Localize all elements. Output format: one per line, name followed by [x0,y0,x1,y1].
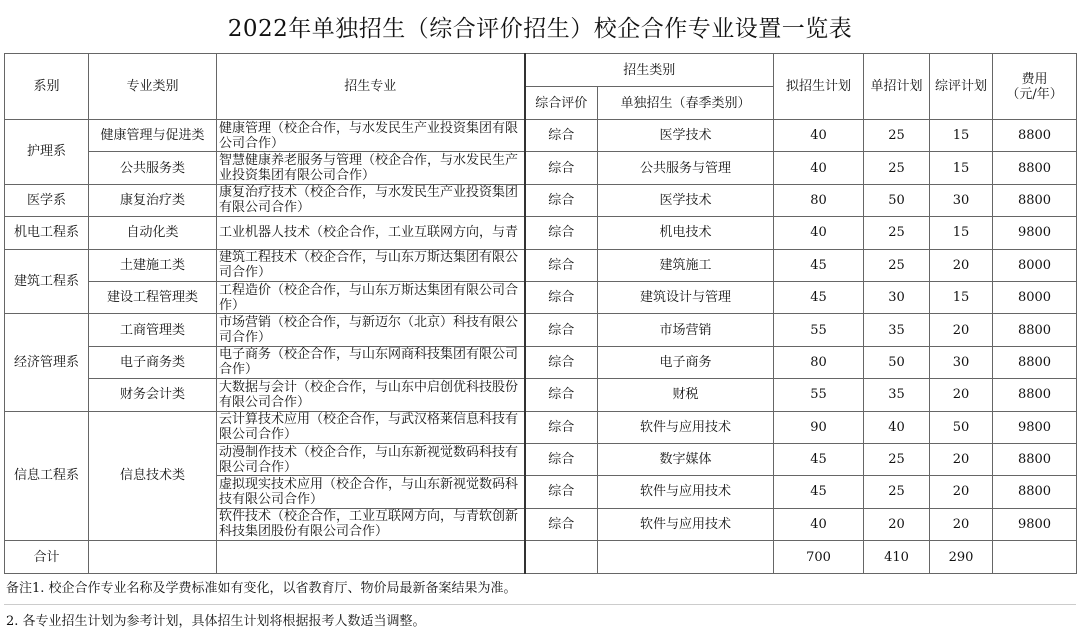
comprehensive-cell: 综合 [525,346,598,378]
header-plan: 拟招生计划 [774,54,864,120]
header-comprehensive: 综合评价 [525,87,598,120]
fee-cell: 8800 [993,184,1077,216]
major-cell: 软件技术（校企合作，工业互联网方向，与青软创新科技集团股份有限公司合作） [217,508,525,540]
total-single-plan: 410 [864,541,930,574]
single-type-cell: 建筑设计与管理 [598,281,774,313]
comprehensive-cell: 综合 [525,379,598,411]
category-cell: 自动化类 [89,217,217,249]
single-plan-cell: 30 [864,281,930,313]
comp-plan-cell: 20 [930,443,993,475]
category-cell: 健康管理与促进类 [89,120,217,152]
dept-cell: 信息工程系 [5,411,89,541]
total-empty-category [89,541,217,574]
comp-plan-cell: 15 [930,281,993,313]
table-row [5,120,1077,152]
single-plan-cell: 25 [864,476,930,508]
single-type-cell: 市场营销 [598,314,774,346]
title-row [4,0,1076,54]
comprehensive-cell: 综合 [525,217,598,249]
table-row [5,217,1077,249]
plan-cell: 40 [774,217,864,249]
comprehensive-cell: 综合 [525,281,598,313]
plan-cell: 45 [774,476,864,508]
category-cell: 建设工程管理类 [89,281,217,313]
header-enroll-type: 招生类别 [525,54,774,87]
note-2: 2. 各专业招生计划为参考计划，具体招生计划将根据报考人数适当调整。 [6,614,426,629]
major-cell: 电子商务（校企合作，与山东网商科技集团有限公司合作） [217,346,525,378]
single-type-cell: 软件与应用技术 [598,476,774,508]
category-cell: 康复治疗类 [89,184,217,216]
total-empty-single [598,541,774,574]
single-type-cell: 软件与应用技术 [598,508,774,540]
comprehensive-cell: 综合 [525,476,598,508]
table-row [5,379,1077,411]
single-plan-cell: 35 [864,314,930,346]
total-comp-plan: 290 [930,541,993,574]
major-cell: 工业机器人技术（校企合作，工业互联网方向，与青 [217,217,525,249]
dept-cell: 经济管理系 [5,314,89,411]
plan-cell: 80 [774,346,864,378]
page-title: 2022年单独招生（综合评价招生）校企合作专业设置一览表 [227,16,853,42]
single-type-cell: 机电技术 [598,217,774,249]
comp-plan-cell: 15 [930,152,993,184]
plan-cell: 40 [774,152,864,184]
comp-plan-cell: 20 [930,379,993,411]
single-plan-cell: 25 [864,152,930,184]
comp-plan-cell: 15 [930,217,993,249]
major-cell: 健康管理（校企合作，与水发民生产业投资集团有限公司合作） [217,120,525,152]
total-plan: 700 [774,541,864,574]
comprehensive-cell: 综合 [525,249,598,281]
single-type-cell: 建筑施工 [598,249,774,281]
dept-cell: 建筑工程系 [5,249,89,314]
single-plan-cell: 40 [864,411,930,443]
table-row [5,184,1077,216]
plan-cell: 80 [774,184,864,216]
fee-cell: 8800 [993,346,1077,378]
single-type-cell: 数字媒体 [598,443,774,475]
single-plan-cell: 25 [864,217,930,249]
comprehensive-cell: 综合 [525,411,598,443]
comprehensive-cell: 综合 [525,120,598,152]
comp-plan-cell: 15 [930,120,993,152]
major-cell: 动漫制作技术（校企合作，与山东新视觉数码科技有限公司合作） [217,443,525,475]
table-row [5,152,1077,184]
single-type-cell: 医学技术 [598,120,774,152]
fee-cell: 8800 [993,476,1077,508]
plan-cell: 90 [774,411,864,443]
comp-plan-cell: 30 [930,346,993,378]
single-type-cell: 公共服务与管理 [598,152,774,184]
plan-cell: 45 [774,281,864,313]
header-fee: 费用 （元/年） [993,54,1077,120]
major-cell: 虚拟现实技术应用（校企合作，与山东新视觉数码科技有限公司合作） [217,476,525,508]
single-plan-cell: 50 [864,184,930,216]
plan-cell: 45 [774,249,864,281]
header-single: 单独招生（春季类别） [598,87,774,120]
dept-cell: 机电工程系 [5,217,89,249]
single-plan-cell: 50 [864,346,930,378]
total-empty-fee [993,541,1077,574]
fee-cell: 9800 [993,217,1077,249]
total-label: 合计 [5,541,89,574]
single-type-cell: 医学技术 [598,184,774,216]
dept-cell: 护理系 [5,120,89,185]
comprehensive-cell: 综合 [525,184,598,216]
header-comp-plan: 综评计划 [930,54,993,120]
comp-plan-cell: 30 [930,184,993,216]
comprehensive-cell: 综合 [525,314,598,346]
table-row [5,411,1077,443]
major-cell: 智慧健康养老服务与管理（校企合作，与水发民生产业投资集团有限公司合作） [217,152,525,184]
single-plan-cell: 20 [864,508,930,540]
fee-cell: 8800 [993,379,1077,411]
table-body [5,54,1077,574]
comp-plan-cell: 20 [930,249,993,281]
fee-cell: 8800 [993,120,1077,152]
comp-plan-cell: 20 [930,476,993,508]
total-empty-comp [525,541,598,574]
fee-cell: 8800 [993,152,1077,184]
category-cell: 信息技术类 [89,411,217,541]
table-row [5,249,1077,281]
comp-plan-cell: 20 [930,508,993,540]
plan-cell: 40 [774,508,864,540]
table-row [5,281,1077,313]
comprehensive-cell: 综合 [525,508,598,540]
major-cell: 康复治疗技术（校企合作，与水发民生产业投资集团有限公司合作） [217,184,525,216]
single-plan-cell: 25 [864,443,930,475]
header-single-plan: 单招计划 [864,54,930,120]
comprehensive-cell: 综合 [525,443,598,475]
single-type-cell: 电子商务 [598,346,774,378]
note-1: 备注1. 校企合作专业名称及学费标准如有变化，以省教育厅、物价局最新备案结果为准。 [4,574,1076,605]
major-cell: 云计算技术应用（校企合作，与武汉格莱信息科技有限公司合作） [217,411,525,443]
single-plan-cell: 25 [864,120,930,152]
major-cell: 工程造价（校企合作，与山东万斯达集团有限公司合作） [217,281,525,313]
category-cell: 电子商务类 [89,346,217,378]
major-cell: 建筑工程技术（校企合作，与山东万斯达集团有限公司合作） [217,249,525,281]
header-major: 招生专业 [217,54,525,120]
fee-cell: 9800 [993,508,1077,540]
table-row [5,314,1077,346]
fee-cell: 9800 [993,411,1077,443]
single-plan-cell: 25 [864,249,930,281]
header-category: 专业类别 [89,54,217,120]
comprehensive-cell: 综合 [525,152,598,184]
comp-plan-cell: 20 [930,314,993,346]
total-row [5,541,1077,574]
total-empty-major [217,541,525,574]
major-cell: 市场营销（校企合作，与新迈尔（北京）科技有限公司合作） [217,314,525,346]
single-plan-cell: 35 [864,379,930,411]
header-dept: 系别 [5,54,89,120]
plan-cell: 55 [774,314,864,346]
single-type-cell: 软件与应用技术 [598,411,774,443]
category-cell: 财务会计类 [89,379,217,411]
plan-cell: 40 [774,120,864,152]
major-cell: 大数据与会计（校企合作，与山东中启创优科技股份有限公司合作） [217,379,525,411]
program-table [4,53,1077,574]
category-cell: 公共服务类 [89,152,217,184]
category-cell: 土建施工类 [89,249,217,281]
fee-cell: 8800 [993,314,1077,346]
fee-cell: 8800 [993,443,1077,475]
category-cell: 工商管理类 [89,314,217,346]
header-row-1 [5,54,1077,87]
single-type-cell: 财税 [598,379,774,411]
comp-plan-cell: 50 [930,411,993,443]
fee-cell: 8000 [993,249,1077,281]
table-row [5,346,1077,378]
fee-cell: 8000 [993,281,1077,313]
dept-cell: 医学系 [5,184,89,216]
plan-cell: 55 [774,379,864,411]
plan-cell: 45 [774,443,864,475]
